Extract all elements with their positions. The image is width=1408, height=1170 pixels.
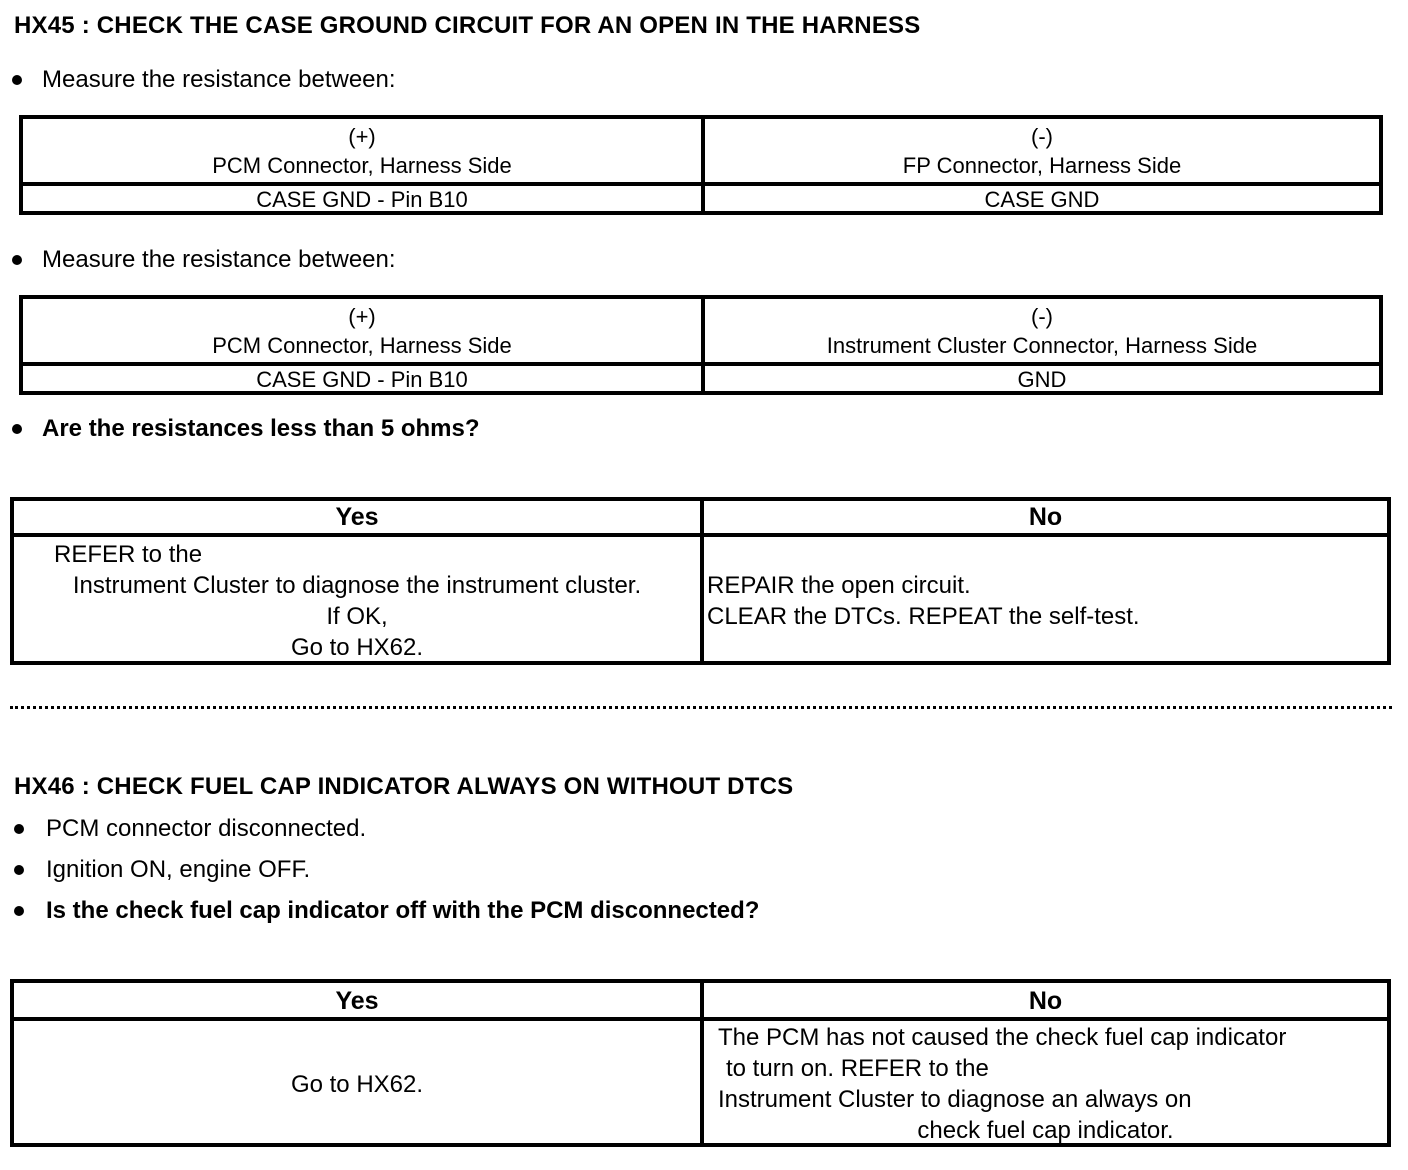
question-text: Is the check fuel cap indicator off with the PCM disconnected?: [46, 897, 760, 924]
hx45-measure-table-2: [19, 295, 1383, 395]
section-divider: [10, 706, 1392, 709]
yes-line: Go to HX62.: [290, 634, 424, 661]
pos-header: [23, 122, 701, 180]
bullet-icon: [14, 865, 24, 875]
question-text: Are the resistances less than 5 ohms?: [42, 415, 480, 442]
hx46-question: [14, 897, 759, 925]
neg-label: (-): [1031, 304, 1053, 329]
step-text: Measure the resistance between:: [42, 246, 396, 273]
yes-body: [14, 539, 700, 663]
pos-value: CASE GND - Pin B10: [256, 367, 468, 392]
pos-desc: PCM Connector, Harness Side: [212, 153, 512, 178]
bullet-icon: [12, 255, 22, 265]
neg-header: [705, 122, 1379, 180]
yes-line: If OK,: [326, 603, 388, 630]
neg-header: [705, 302, 1379, 360]
no-line: to turn on. REFER to the: [726, 1055, 989, 1082]
hx46-step-1: [14, 815, 366, 843]
bullet-icon: [14, 824, 24, 834]
no-line: CLEAR the DTCs. REPEAT the self-test.: [707, 603, 1140, 630]
bullet-icon: [12, 75, 22, 85]
bullet-icon: [12, 424, 22, 434]
yes-header: Yes: [335, 987, 379, 1015]
neg-label: (-): [1031, 124, 1053, 149]
step-text: PCM connector disconnected.: [46, 815, 367, 842]
neg-value: GND: [1017, 367, 1067, 392]
hx46-step-2: [14, 856, 310, 884]
no-line: check fuel cap indicator.: [917, 1117, 1174, 1144]
hx45-decision-table: [10, 497, 1391, 665]
step-text: Measure the resistance between:: [42, 66, 396, 93]
hx45-measure-table-1: [19, 115, 1383, 215]
hx45-question: [12, 415, 480, 443]
neg-desc: FP Connector, Harness Side: [902, 153, 1182, 178]
yes-body: Go to HX62.: [290, 1071, 424, 1098]
no-header: No: [1028, 503, 1063, 531]
yes-line: REFER to the: [54, 541, 203, 568]
yes-line: Instrument Cluster to diagnose the instrument cluster.: [72, 572, 642, 599]
bullet-icon: [14, 906, 24, 916]
pos-desc: PCM Connector, Harness Side: [212, 333, 512, 358]
pos-label: (+): [348, 124, 376, 149]
hx45-step-1: [12, 66, 396, 94]
no-line: The PCM has not caused the check fuel cap indicator: [718, 1024, 1287, 1051]
pos-label: (+): [348, 304, 376, 329]
pos-header: [23, 302, 701, 360]
no-header: No: [1028, 987, 1063, 1015]
step-text: Ignition ON, engine OFF.: [46, 856, 311, 883]
yes-header: Yes: [335, 503, 379, 531]
no-body: [704, 1022, 1387, 1146]
hx45-step-2: [12, 246, 396, 274]
hx46-decision-table: [10, 979, 1391, 1147]
no-line: REPAIR the open circuit.: [707, 572, 971, 599]
neg-desc: Instrument Cluster Connector, Harness Side: [826, 333, 1258, 358]
neg-value: CASE GND: [984, 187, 1100, 212]
hx45-title: HX45 : CHECK THE CASE GROUND CIRCUIT FOR AN OPEN IN THE HARNESS: [14, 12, 921, 39]
hx46-title: HX46 : CHECK FUEL CAP INDICATOR ALWAYS ON WITHOUT DTCS: [14, 773, 794, 800]
no-line: Instrument Cluster to diagnose an always on: [718, 1086, 1192, 1113]
pos-value: CASE GND - Pin B10: [256, 187, 468, 212]
no-body: [707, 570, 1387, 632]
